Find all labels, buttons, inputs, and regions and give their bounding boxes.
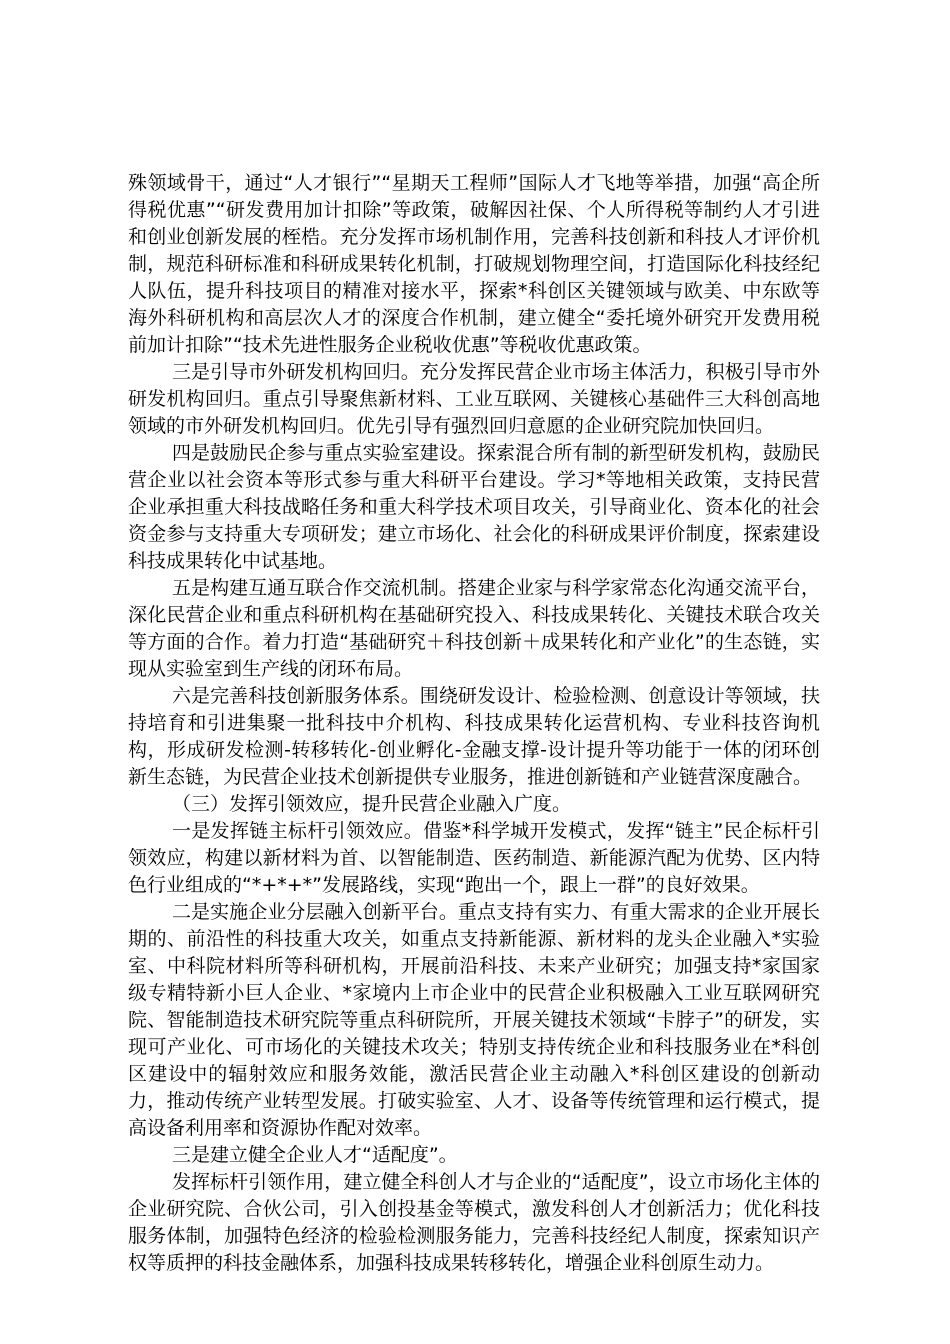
section-heading-three: （三）发挥引领效应，提升民营企业融入广度。 bbox=[172, 793, 572, 815]
document-body bbox=[128, 170, 820, 1277]
paragraph-item-four-labs: 四是鼓励民企参与重点实验室建设。探索混合所有制的新型研发机构，鼓励民营企业以社会资本等形式参与重大科研平台建设。学习*等地相关政策，支持民营企业承担重大科技战略任务和重大科学技术项目攻关，引导商业化、资本化的社会资金参与支持重大专项研发；建立市场化、社会化的科研成果评价制度，探索建设科技成果转化中试基地。 bbox=[128, 442, 820, 572]
paragraph-item-five-exchange: 五是构建互通互联合作交流机制。搭建企业家与科学家常态化沟通交流平台，深化民营企业和重点科研机构在基础研究投入、科技成果转化、关键技术联合攻关等方面的合作。着力打造“基础研究＋科技创新＋成果转化和产业化”的生态链，实现从实验室到生产线的闭环布局。 bbox=[128, 577, 820, 680]
paragraph-item-two-platform: 二是实施企业分层融入创新平台。重点支持有实力、有重大需求的企业开展长期的、前沿性的科技重大攻关，如重点支持新能源、新材料的龙头企业融入*实验室、中科院材料所等科研机构，开展前沿科技、未来产业研究；加强支持*家国家级专精特新小巨人企业、*家境内上市企业中的民营企业积极融入工业互联网研究院、智能制造技术研究院等重点科研院所，开展关键技术领域“卡脖子”的研发，实现可产业化、可市场化的关键技术攻关；特别支持传统企业和科技服务业在*科创区建设中的辐射效应和服务效能，激活民营企业主动融入*科创区建设的创新动力，推动传统产业转型发展。打破实验室、人才、设备等传统管理和运行模式，提高设备利用率和资源协作配对效率。 bbox=[128, 901, 820, 1139]
paragraph-item-six-service: 六是完善科技创新服务体系。围绕研发设计、检验检测、创意设计等领域，扶持培育和引进集聚一批科技中介机构、科技成果转化运营机构、专业科技咨询机构，形成研发检测-转移转化-创业孵化-金融支撑-设计提升等功能于一体的闭环创新生态链，为民营企业技术创新提供专业服务，推进创新链和产业链营深度融合。 bbox=[128, 685, 820, 788]
paragraph-item-three-return: 三是引导市外研发机构回归。充分发挥民营企业市场主体活力，积极引导市外研发机构回归。重点引导聚焦新材料、工业互联网、关键核心基础件三大科创高地领域的市外研发机构回归。优先引导有强烈回归意愿的企业研究院加快回归。 bbox=[128, 361, 820, 437]
paragraph-talent-detail: 发挥标杆引领作用，建立健全科创人才与企业的“适配度”，设立市场化主体的企业研究院、合伙公司，引入创投基金等模式，激发科创人才创新活力；优化科技服务体制，加强特色经济的检验检测服务能力，完善科技经纪人制度，探索知识产权等质押的科技金融体系，加强科技成果转移转化，增强企业科创原生动力。 bbox=[128, 1171, 820, 1274]
paragraph-continuation: 殊领域骨干，通过“人才银行”“星期天工程师”国际人才飞地等举措，加强“高企所得税优惠”“研发费用加计扣除”等政策，破解因社保、个人所得税等制约人才引进和创业创新发展的桎梏。充分发挥市场机制作用，完善科技创新和科技人才评价机制，规范科研标准和科研成果转化机制，打破规划物理空间，打造国际化科技经纪人队伍，提升科技项目的精准对接水平，探索*科创区关键领域与欧美、中东欧等海外科研机构和高层次人才的深度合作机制，建立健全“委托境外研究开发费用税前加计扣除”“技术先进性服务企业税收优惠”等税收优惠政策。 bbox=[128, 172, 820, 356]
paragraph-item-one-chain: 一是发挥链主标杆引领效应。借鉴*科学城开发模式，发挥“链主”民企标杆引领效应，构建以新材料为首、以智能制造、医药制造、新能源汽配为优势、区内特色行业组成的“*+*+*”发展路线，实现“跑出一个，跟上一群”的良好效果。 bbox=[128, 820, 820, 896]
paragraph-item-three-talent: 三是建立健全企业人才“适配度”。 bbox=[172, 1144, 458, 1166]
